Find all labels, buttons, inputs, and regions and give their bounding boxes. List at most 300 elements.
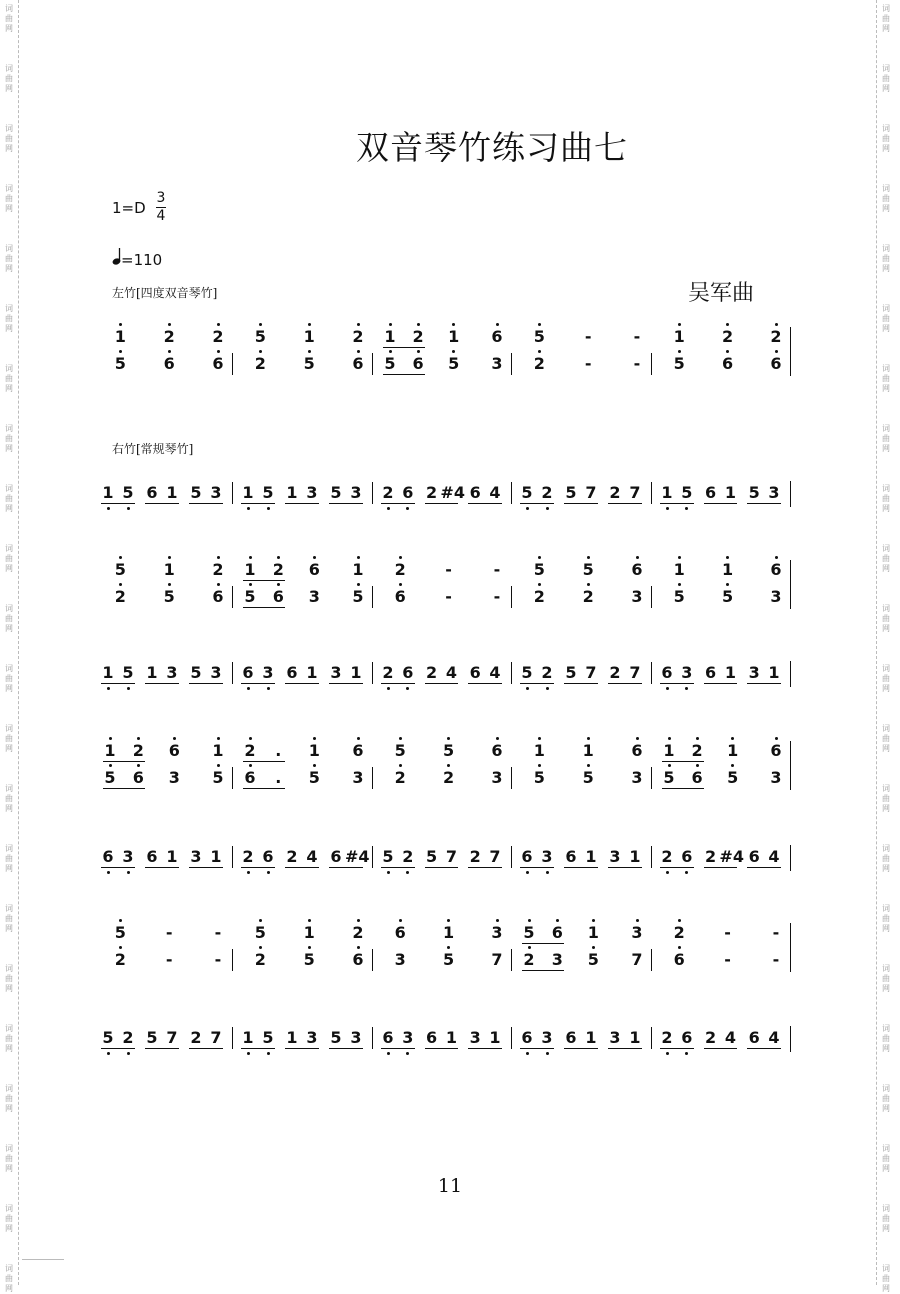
- octave-dot: [447, 737, 450, 740]
- octave-dot: [107, 507, 110, 510]
- barline: [651, 662, 652, 684]
- lower-note: 2: [443, 768, 455, 787]
- upper-note: 3: [631, 923, 643, 942]
- upper-note: 2: [212, 560, 224, 579]
- barline: [372, 1027, 373, 1049]
- lower-note: 7: [631, 950, 643, 969]
- right-note: 1: [286, 483, 298, 502]
- beam-line: [101, 1048, 135, 1049]
- watermark-text: 词 曲 网: [882, 304, 890, 333]
- barline: [511, 482, 512, 504]
- octave-dot: [452, 323, 455, 326]
- lower-note: 3: [491, 354, 503, 373]
- octave-dot: [387, 871, 390, 874]
- right-note: 6: [146, 847, 158, 866]
- watermark-text: 词 曲 网: [882, 184, 890, 213]
- octave-dot: [137, 737, 140, 740]
- barline: [232, 767, 233, 789]
- right-note: 5: [565, 483, 577, 502]
- right-note: #4: [719, 847, 744, 866]
- right-note: 1: [768, 663, 780, 682]
- octave-dot: [636, 737, 639, 740]
- right-note: 6: [469, 483, 481, 502]
- lower-note: 5: [587, 950, 599, 969]
- beam-line: [660, 867, 694, 868]
- octave-dot: [587, 556, 590, 559]
- time-signature: [156, 191, 166, 224]
- watermark-text: 词 曲 网: [882, 364, 890, 393]
- lower-note: 3: [394, 950, 406, 969]
- footer-rule: [22, 1259, 64, 1260]
- watermark-text: 词 曲 网: [882, 1144, 890, 1173]
- octave-dot: [308, 919, 311, 922]
- right-note: 2: [661, 847, 673, 866]
- octave-dot: [496, 737, 499, 740]
- barline: [372, 353, 373, 375]
- octave-dot: [447, 764, 450, 767]
- upper-note: -: [165, 923, 173, 942]
- octave-dot: [119, 583, 122, 586]
- right-note: 2: [541, 483, 553, 502]
- right-note: 1: [585, 847, 597, 866]
- right-note: 6: [402, 483, 414, 502]
- upper-note: 1: [443, 923, 455, 942]
- watermark-text: 词 曲 网: [5, 544, 13, 573]
- lower-note: 3: [770, 768, 782, 787]
- beam-line: [564, 867, 598, 868]
- right-note: 5: [190, 663, 202, 682]
- lower-note: 6: [352, 950, 364, 969]
- octave-dot: [399, 764, 402, 767]
- right-note: 7: [166, 1028, 178, 1047]
- right-note: 7: [585, 663, 597, 682]
- right-note: 2: [705, 1028, 717, 1047]
- octave-dot: [538, 737, 541, 740]
- watermark-text: 词 曲 网: [882, 784, 890, 813]
- right-note: 3: [609, 1028, 621, 1047]
- upper-note: .: [275, 741, 282, 760]
- octave-dot: [357, 946, 360, 949]
- right-note: 7: [445, 847, 457, 866]
- beam-line: [241, 1048, 275, 1049]
- upper-note: 1: [114, 327, 126, 346]
- octave-dot: [538, 583, 541, 586]
- right-note: 2: [190, 1028, 202, 1047]
- beam-line: [425, 1048, 459, 1049]
- octave-dot: [357, 350, 360, 353]
- octave-dot: [666, 1052, 669, 1055]
- barline: [232, 846, 233, 868]
- right-note: 6: [565, 847, 577, 866]
- barline: [651, 949, 652, 971]
- tempo-value: =110: [121, 251, 163, 269]
- watermark-text: 词 曲 网: [882, 1084, 890, 1113]
- watermark-text: 词 曲 网: [5, 964, 13, 993]
- upper-note: 1: [448, 327, 460, 346]
- octave-dot: [726, 323, 729, 326]
- beam-line: [145, 1048, 179, 1049]
- upper-note: 1: [533, 741, 545, 760]
- octave-dot: [546, 687, 549, 690]
- octave-dot: [406, 1052, 409, 1055]
- octave-dot: [447, 946, 450, 949]
- upper-note: 1: [308, 741, 320, 760]
- octave-dot: [308, 350, 311, 353]
- beam-line: [468, 683, 502, 684]
- octave-dot: [357, 556, 360, 559]
- system-end-barline: [790, 1026, 791, 1052]
- octave-dot: [387, 1052, 390, 1055]
- octave-dot: [357, 737, 360, 740]
- system-end-barline: [790, 923, 791, 972]
- watermark-text: 词 曲 网: [882, 1264, 890, 1293]
- octave-dot: [406, 507, 409, 510]
- right-note: 1: [210, 847, 222, 866]
- key-signature: 1=D: [112, 199, 146, 217]
- octave-dot: [731, 764, 734, 767]
- barline: [651, 846, 652, 868]
- right-note: 6: [242, 663, 254, 682]
- octave-dot: [452, 350, 455, 353]
- watermark-text: 词 曲 网: [882, 544, 890, 573]
- lower-note: -: [445, 587, 452, 606]
- watermark-text: 词 曲 网: [5, 244, 13, 273]
- upper-note: 2: [412, 327, 424, 346]
- octave-dot: [696, 737, 699, 740]
- beam-line: [704, 683, 738, 684]
- right-note: 3: [190, 847, 202, 866]
- right-note: 6: [705, 483, 717, 502]
- right-note: 3: [350, 483, 362, 502]
- octave-dot: [217, 737, 220, 740]
- octave-dot: [636, 556, 639, 559]
- lower-note: 5: [663, 768, 675, 787]
- lower-note: 5: [303, 950, 315, 969]
- octave-dot: [267, 1052, 270, 1055]
- right-note: 1: [242, 1028, 254, 1047]
- right-note: 3: [330, 663, 342, 682]
- right-note: 6: [330, 847, 342, 866]
- lower-note: 3: [168, 768, 180, 787]
- right-note: 6: [146, 483, 158, 502]
- beam-line: [381, 683, 415, 684]
- beam-line: [381, 503, 415, 504]
- barline: [651, 1027, 652, 1049]
- beam-line: [241, 683, 275, 684]
- octave-dot: [259, 919, 262, 922]
- watermark-text: 词 曲 网: [882, 64, 890, 93]
- upper-note: 3: [491, 923, 503, 942]
- octave-dot: [389, 350, 392, 353]
- beam-line: [101, 683, 135, 684]
- barline: [372, 586, 373, 608]
- barline: [372, 767, 373, 789]
- octave-dot: [267, 687, 270, 690]
- octave-dot: [247, 871, 250, 874]
- lower-note: 6: [394, 587, 406, 606]
- right-note: 2: [402, 847, 414, 866]
- octave-dot: [417, 323, 420, 326]
- lower-note: 5: [244, 587, 256, 606]
- right-note: 1: [102, 483, 114, 502]
- right-note: 1: [242, 483, 254, 502]
- octave-dot: [406, 687, 409, 690]
- octave-dot: [247, 1052, 250, 1055]
- part-label-left: 左竹[四度双音琴竹]: [112, 286, 218, 300]
- lower-note: 2: [254, 354, 266, 373]
- octave-dot: [387, 687, 390, 690]
- beam-line: [243, 580, 285, 581]
- lower-note: 5: [384, 354, 396, 373]
- octave-dot: [666, 871, 669, 874]
- lower-note: 5: [533, 768, 545, 787]
- tempo-marking: [112, 248, 162, 269]
- page-number: 11: [437, 1175, 463, 1197]
- octave-dot: [678, 583, 681, 586]
- upper-note: 2: [352, 327, 364, 346]
- right-note: 3: [768, 483, 780, 502]
- upper-note: 1: [104, 741, 116, 760]
- barline: [372, 949, 373, 971]
- beam-line: [660, 683, 694, 684]
- upper-note: -: [493, 560, 501, 579]
- upper-note: 6: [551, 923, 563, 942]
- right-note: 3: [306, 483, 318, 502]
- beam-line: [425, 683, 459, 684]
- octave-dot: [538, 350, 541, 353]
- watermark-text: 词 曲 网: [5, 1264, 13, 1293]
- watermark-text: 词 曲 网: [5, 4, 13, 33]
- octave-dot: [538, 323, 541, 326]
- right-note: #4: [345, 847, 370, 866]
- watermark-text: 词 曲 网: [5, 784, 13, 813]
- right-note: 5: [748, 483, 760, 502]
- octave-dot: [406, 871, 409, 874]
- watermark-text: 词 曲 网: [5, 844, 13, 873]
- octave-dot: [247, 507, 250, 510]
- watermark-text: 词 曲 网: [882, 604, 890, 633]
- barline: [232, 586, 233, 608]
- right-note: 6: [681, 1028, 693, 1047]
- lower-note: 5: [727, 768, 739, 787]
- beam-line: [189, 1048, 223, 1049]
- watermark-text: 词 曲 网: [5, 1084, 13, 1113]
- octave-dot: [668, 764, 671, 767]
- beam-line: [285, 1048, 319, 1049]
- octave-dot: [526, 507, 529, 510]
- lower-note: 7: [491, 950, 503, 969]
- watermark-text: 词 曲 网: [5, 304, 13, 333]
- watermark-text: 词 曲 网: [5, 424, 13, 453]
- watermark-text: 词 曲 网: [882, 484, 890, 513]
- beam-line: [704, 1048, 738, 1049]
- beam-line: [468, 867, 502, 868]
- lower-note: 6: [691, 768, 703, 787]
- right-note: 6: [426, 1028, 438, 1047]
- octave-dot: [528, 946, 531, 949]
- octave-dot: [168, 323, 171, 326]
- right-note: 5: [521, 483, 533, 502]
- right-note: 6: [402, 663, 414, 682]
- lower-note: 3: [308, 587, 320, 606]
- octave-dot: [137, 764, 140, 767]
- beam-line: [145, 683, 179, 684]
- lower-note: 2: [394, 768, 406, 787]
- octave-dot: [249, 583, 252, 586]
- watermark-text: 词 曲 网: [882, 244, 890, 273]
- upper-note: -: [214, 923, 222, 942]
- beam-line: [425, 867, 459, 868]
- barline: [232, 949, 233, 971]
- right-note: 2: [609, 483, 621, 502]
- lower-note: 5: [303, 354, 315, 373]
- lower-note: 5: [212, 768, 224, 787]
- right-note: 5: [190, 483, 202, 502]
- octave-dot: [168, 350, 171, 353]
- right-note: 5: [146, 1028, 158, 1047]
- right-note: 7: [210, 1028, 222, 1047]
- beam-line: [103, 761, 145, 762]
- octave-dot: [107, 1052, 110, 1055]
- beam-line: [381, 867, 415, 868]
- octave-dot: [726, 583, 729, 586]
- right-note: 5: [122, 663, 134, 682]
- octave-dot: [389, 323, 392, 326]
- octave-dot: [168, 556, 171, 559]
- octave-dot: [259, 323, 262, 326]
- upper-note: 2: [163, 327, 175, 346]
- right-note: 2: [661, 1028, 673, 1047]
- octave-dot: [685, 1052, 688, 1055]
- right-note: 3: [122, 847, 134, 866]
- lower-note: 3: [352, 768, 364, 787]
- beam-line: [660, 1048, 694, 1049]
- watermark-text: 词 曲 网: [882, 1024, 890, 1053]
- octave-dot: [546, 507, 549, 510]
- octave-dot: [217, 556, 220, 559]
- right-note: 3: [210, 483, 222, 502]
- octave-dot: [259, 350, 262, 353]
- octave-dot: [127, 687, 130, 690]
- right-note: 1: [166, 847, 178, 866]
- right-note: 1: [585, 1028, 597, 1047]
- upper-note: 5: [533, 327, 545, 346]
- lower-note: 3: [491, 768, 503, 787]
- octave-dot: [546, 1052, 549, 1055]
- octave-dot: [109, 764, 112, 767]
- octave-dot: [308, 946, 311, 949]
- system-end-barline: [790, 661, 791, 687]
- lower-note: 5: [104, 768, 116, 787]
- lower-note: 5: [582, 768, 594, 787]
- beam-line: [103, 788, 145, 789]
- right-note: 3: [609, 847, 621, 866]
- octave-dot: [217, 323, 220, 326]
- upper-note: 1: [163, 560, 175, 579]
- right-note: 1: [489, 1028, 501, 1047]
- right-note: 3: [210, 663, 222, 682]
- octave-dot: [678, 323, 681, 326]
- octave-dot: [217, 583, 220, 586]
- lower-note: 6: [770, 354, 782, 373]
- right-note: 4: [445, 663, 457, 682]
- beam-line: [522, 943, 564, 944]
- octave-dot: [526, 871, 529, 874]
- octave-dot: [587, 583, 590, 586]
- watermark-text: 词 曲 网: [5, 364, 13, 393]
- octave-dot: [538, 764, 541, 767]
- octave-dot: [678, 350, 681, 353]
- beam-line: [520, 867, 554, 868]
- time-signature-bottom: 4: [156, 208, 166, 224]
- barline: [232, 482, 233, 504]
- lower-note: 5: [673, 354, 685, 373]
- watermark-text: 词 曲 网: [5, 664, 13, 693]
- lower-note: 5: [352, 587, 364, 606]
- upper-note: 5: [582, 560, 594, 579]
- octave-dot: [119, 350, 122, 353]
- right-note: 3: [681, 663, 693, 682]
- lower-note: 6: [722, 354, 734, 373]
- octave-dot: [313, 556, 316, 559]
- right-note: 2: [705, 847, 717, 866]
- right-note: 1: [350, 663, 362, 682]
- lower-note: 5: [443, 950, 455, 969]
- upper-note: 6: [491, 327, 503, 346]
- right-note: 6: [286, 663, 298, 682]
- octave-dot: [119, 556, 122, 559]
- octave-dot: [109, 737, 112, 740]
- left-margin-watermark: [0, 0, 19, 1293]
- lower-note: 2: [533, 587, 545, 606]
- right-note: 4: [768, 847, 780, 866]
- lower-note: 6: [212, 587, 224, 606]
- beam-line: [704, 867, 738, 868]
- right-note: 1: [629, 1028, 641, 1047]
- beam-line: [101, 503, 135, 504]
- beam-line: [660, 503, 694, 504]
- barline: [372, 482, 373, 504]
- barline: [511, 586, 512, 608]
- upper-note: 5: [254, 923, 266, 942]
- octave-dot: [696, 764, 699, 767]
- watermark-text: 词 曲 网: [882, 124, 890, 153]
- upper-note: 2: [272, 560, 284, 579]
- right-note: 3: [541, 1028, 553, 1047]
- octave-dot: [399, 583, 402, 586]
- octave-dot: [678, 556, 681, 559]
- octave-dot: [726, 350, 729, 353]
- octave-dot: [399, 919, 402, 922]
- beam-line: [468, 1048, 502, 1049]
- watermark-text: 词 曲 网: [882, 4, 890, 33]
- system-end-barline: [790, 481, 791, 507]
- octave-dot: [127, 871, 130, 874]
- octave-dot: [308, 323, 311, 326]
- watermark-text: 词 曲 网: [882, 664, 890, 693]
- octave-dot: [173, 737, 176, 740]
- beam-line: [747, 683, 781, 684]
- barline: [511, 767, 512, 789]
- right-note: 5: [262, 483, 274, 502]
- octave-dot: [496, 323, 499, 326]
- lower-note: 3: [770, 587, 782, 606]
- lower-note: 5: [722, 587, 734, 606]
- upper-note: 2: [352, 923, 364, 942]
- octave-dot: [127, 1052, 130, 1055]
- lower-note: 2: [254, 950, 266, 969]
- octave-dot: [775, 737, 778, 740]
